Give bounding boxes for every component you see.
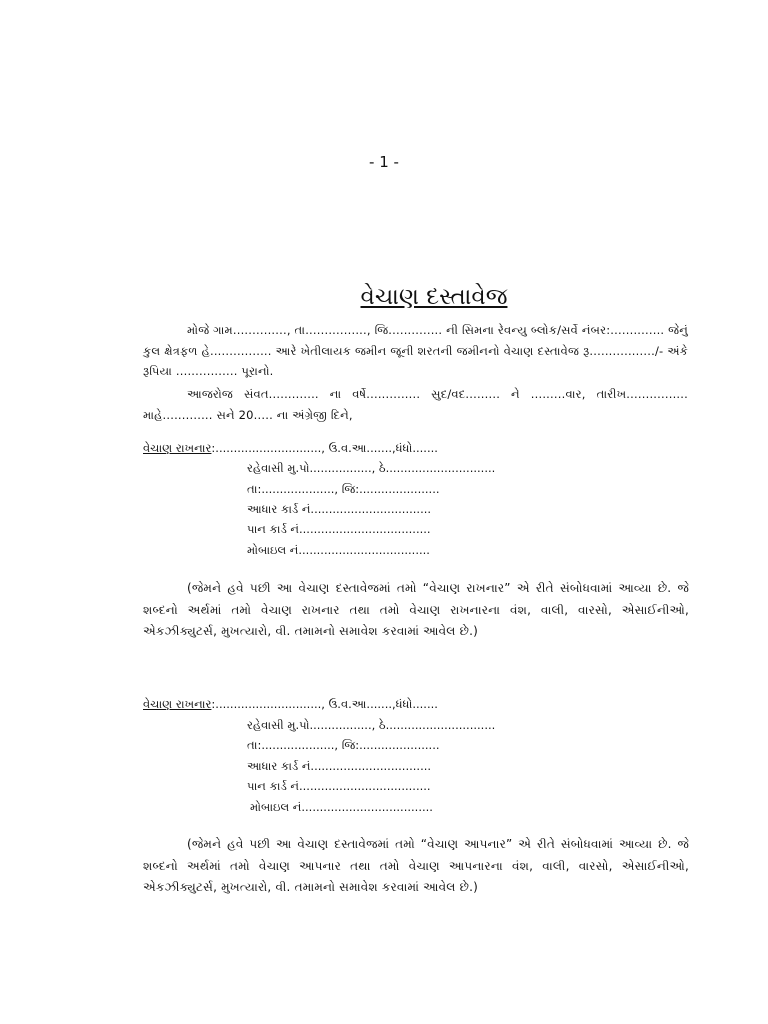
party2-label: વેચાણ રાખનાર (143, 697, 212, 711)
party2-header-line (143, 694, 438, 714)
document-title: વેચાણ દસ્તાવેજ (360, 284, 508, 310)
party2-address: રહેવાસી મુ.પો................., ઠે.............................. (247, 718, 496, 732)
notice-paragraph-2 (143, 834, 689, 899)
party1-header-line (143, 438, 438, 458)
party2-details: :............................., ઉ.વ.આ.......,ધંધો....... (211, 697, 438, 711)
party1-label: વેચાણ રાખનાર (143, 441, 212, 455)
notice-paragraph-1 (143, 578, 689, 643)
party2-pan: પાન કાર્ડ નં.................................... (247, 779, 431, 793)
intro-paragraph-2 (143, 384, 688, 425)
page-number: - 1 - (369, 153, 399, 171)
party1-mobile: મોબાઇલ નં.................................... (247, 543, 430, 557)
notice-text-1: (જેમને હવે પછી આ વેચાણ દસ્તાવેજમાં તમો “વેચાણ રાખનાર” એ રીતે સંબોધવામાં આવ્યા છે. જે શબ્દનો અર્થમાં તમો વેચાણ રાખનાર તથા તમો વેચાણ રાખનારના વંશ, વાલી, વારસો, એસાઈનીઓ, એકઝીક્યુટર્સ, મુખત્યારો, વી. તમામનો સમાવેશ કરવામાં આવેલ છે.) (143, 581, 689, 638)
intro-text-2: આજરોજ સંવત............. ના વર્ષે.............. સુદ/વદ......... ને .........વાર, તારીખ................ માહે............. સને 20..... ના અંગ્રેજી દિને, (143, 387, 688, 422)
notice-text-2: (જેમને હવે પછી આ વેચાણ દસ્તાવેજમાં તમો “વેચાણ આપનાર” એ રીતે સંબોધવામાં આવ્યા છે. જે શબ્દનો અર્થમાં તમો વેચાણ આપનાર તથા તમો વેચાણ આપનારના વંશ, વાલી, વારસો, એસાઈનીઓ, એકઝીક્યુટર્સ, મુખત્યારો, વી. તમામનો સમાવેશ કરવામાં આવેલ છે.) (143, 837, 689, 894)
party2-mobile: મોબાઇલ નં.................................... (250, 800, 433, 814)
party1-address: રહેવાસી મુ.પો................., ઠે.............................. (247, 461, 496, 475)
party1-details: :............................., ઉ.વ.આ.......,ધંધો....... (211, 441, 438, 455)
party1-aadhaar: આધાર કાર્ડ નં................................. (247, 502, 432, 516)
party1-taluka: તા:...................., જિ:...................... (247, 482, 440, 496)
party1-pan: પાન કાર્ડ નં.................................... (247, 522, 431, 536)
party2-taluka: તા:...................., જિ:...................... (247, 738, 440, 752)
party2-aadhaar: આધાર કાર્ડ નં................................. (247, 759, 432, 773)
intro-text-1: મોજે ગામ.............., તા................, જિ.............. ની સિમના રેવન્યુ બ્લોક/સર્વે નંબર:.............. જેનું કુલ ક્ષેત્રફળ હે................ આરે ખેતીલાયક જમીન જૂની શરતની જમીનનો વેચાણ દસ્તાવેજ રૂ................./- અંકે રૂપિયા ................ પૂરાનો. (143, 323, 688, 378)
intro-paragraph-1 (143, 320, 688, 382)
